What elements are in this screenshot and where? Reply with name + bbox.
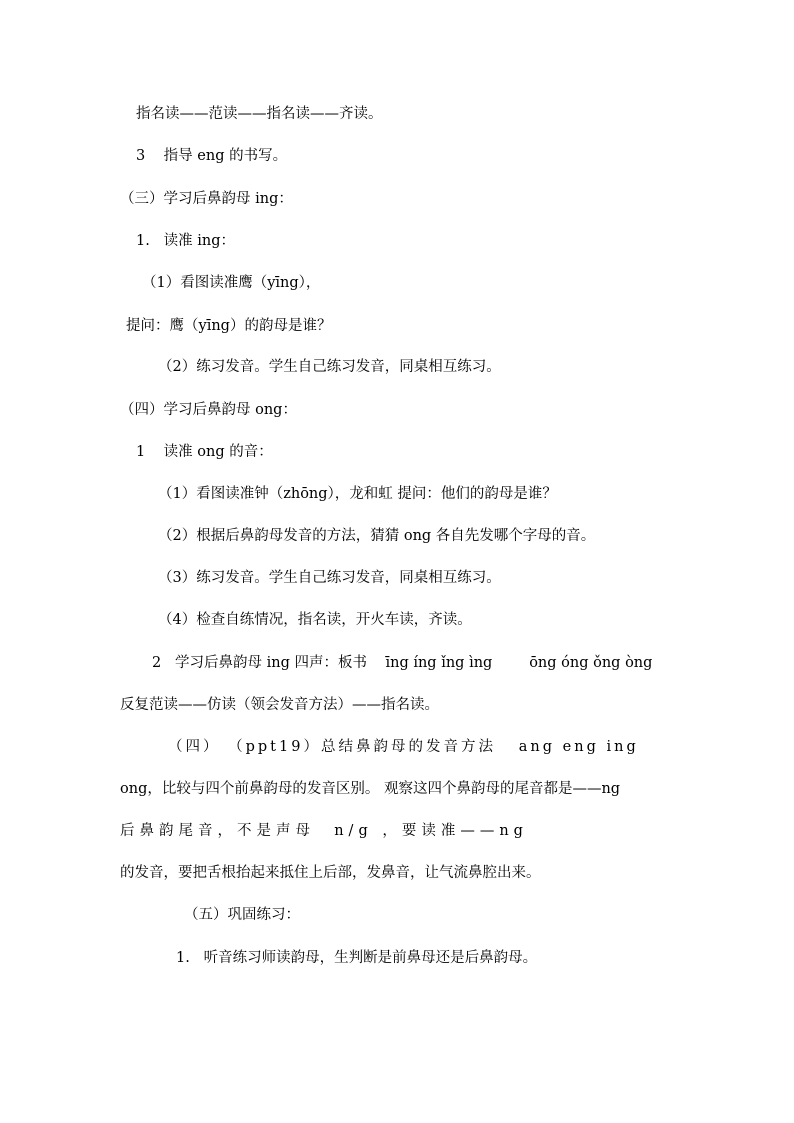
text-line: （1）看图读准钟（zhōng），龙和虹 提问：他们的韵母是谁？: [158, 486, 557, 502]
section-heading: （三）学习后鼻韵母 ing：: [120, 191, 293, 207]
text-line: 1 读准 ong 的音：: [136, 444, 273, 460]
text-line: 2 学习后鼻韵母 ing 四声：板书 īng íng ǐng ìng ōng óng ǒng òng: [152, 655, 653, 671]
text-line: 反复范读——仿读（领会发音方法）——指名读。: [120, 697, 439, 713]
section-heading: （四） （ppt19）总结鼻韵母的发音方法 ang eng ing: [168, 739, 639, 755]
text-line: （2）练习发音。学生自己练习发音，同桌相互练习。: [158, 359, 501, 375]
text-line: 提问：鹰（yīng）的韵母是谁？: [126, 318, 332, 334]
text-line: （2）根据后鼻韵母发音的方法，猜猜 ong 各自先发哪个字母的音。: [158, 528, 596, 544]
text-line: 1. 听音练习师读韵母，生判断是前鼻母还是后鼻韵母。: [176, 950, 538, 966]
text-line: 3 指导 eng 的书写。: [136, 148, 288, 164]
text-line: 后鼻韵尾音，不是声母 n/g ，要读准——ng: [120, 823, 528, 839]
text-line: 1. 读准 ing：: [136, 233, 236, 249]
text-line: ong，比较与四个前鼻韵母的发音区别。 观察这四个鼻韵母的尾音都是——ng: [120, 781, 621, 797]
text-line: （1）看图读准鹰（yīng），: [142, 275, 321, 291]
text-line: 的发音，要把舌根抬起来抵住上后部，发鼻音，让气流鼻腔出来。: [120, 865, 541, 881]
text-line: （3）练习发音。学生自己练习发音，同桌相互练习。: [158, 570, 501, 586]
text-line: 指名读——范读——指名读——齐读。: [136, 106, 383, 122]
section-heading: （五）巩固练习：: [184, 907, 300, 923]
section-heading: （四）学习后鼻韵母 ong：: [120, 402, 297, 418]
text-line: （4）检查自练情况，指名读，开火车读，齐读。: [158, 612, 472, 628]
